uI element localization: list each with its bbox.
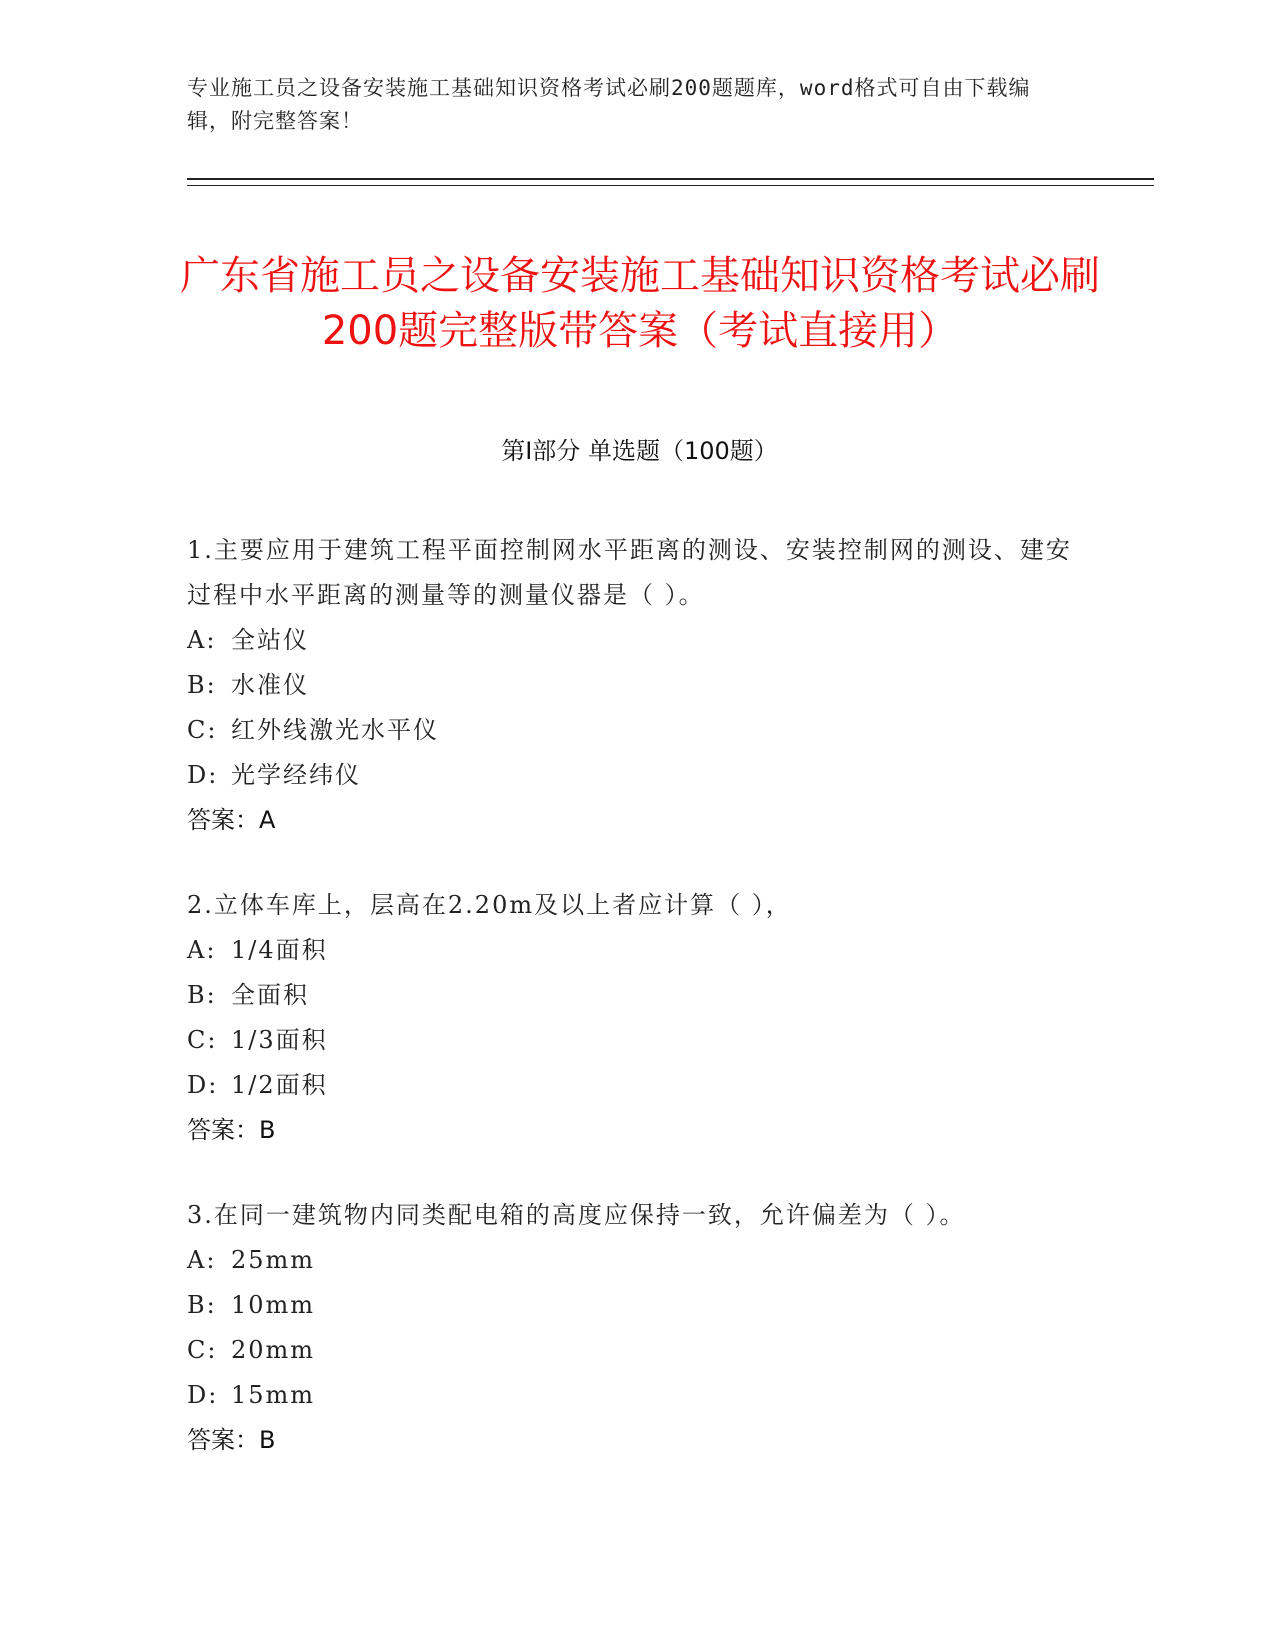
section-title: 第Ⅰ部分 单选题（100题） <box>501 437 778 465</box>
option-label: C: <box>187 716 218 744</box>
option-text: 1/4面积 <box>231 936 328 964</box>
option-label: B: <box>187 981 217 1009</box>
option-label: C: <box>187 1026 218 1054</box>
option-label: A: <box>187 936 217 964</box>
option-label: D: <box>187 1071 219 1099</box>
option-c <box>187 708 1077 753</box>
option-text: 全面积 <box>231 981 309 1009</box>
header-rule-thin <box>187 185 1154 186</box>
question-2 <box>187 883 1077 1153</box>
option-b <box>187 1283 1077 1328</box>
answer-line: 答案：B <box>187 1116 276 1144</box>
option-label: C: <box>187 1336 218 1364</box>
option-a <box>187 928 1077 973</box>
option-label: D: <box>187 1381 219 1409</box>
option-label: A: <box>187 1246 217 1274</box>
question-stem: 1.主要应用于建筑工程平面控制网水平距离的测设、安装控制网的测设、建安过程中水平距离的测量等的测量仪器是（ ）。 <box>187 536 1072 609</box>
option-label: B: <box>187 671 217 699</box>
option-label: D: <box>187 761 219 789</box>
option-text: 水准仪 <box>231 671 309 699</box>
option-d <box>187 1373 1077 1418</box>
option-b <box>187 663 1077 708</box>
header-note: 专业施工员之设备安装施工基础知识资格考试必刷200题题库，word格式可自由下载编辑，附完整答案！ <box>187 76 1031 133</box>
option-d <box>187 1063 1077 1108</box>
option-text: 全站仪 <box>231 626 309 654</box>
option-text: 25mm <box>231 1246 316 1274</box>
option-text: 1/2面积 <box>231 1071 328 1099</box>
question-3 <box>187 1193 1077 1463</box>
question-1 <box>187 528 1077 843</box>
option-a <box>187 618 1077 663</box>
answer-line: 答案：A <box>187 806 276 834</box>
option-label: B: <box>187 1291 217 1319</box>
option-text: 20mm <box>231 1336 316 1364</box>
document-title: 广东省施工员之设备安装施工基础知识资格考试必刷200题完整版带答案（考试直接用） <box>180 252 1100 354</box>
header-rule-thick <box>187 178 1154 180</box>
question-stem: 3.在同一建筑物内同类配电箱的高度应保持一致，允许偏差为（ ）。 <box>187 1201 966 1229</box>
option-text: 10mm <box>231 1291 316 1319</box>
option-c <box>187 1328 1077 1373</box>
option-text: 1/3面积 <box>231 1026 328 1054</box>
option-text: 红外线激光水平仪 <box>231 716 439 744</box>
option-a <box>187 1238 1077 1283</box>
option-d <box>187 753 1077 798</box>
option-label: A: <box>187 626 217 654</box>
option-b <box>187 973 1077 1018</box>
answer-line: 答案：B <box>187 1426 276 1454</box>
question-list <box>187 528 1077 1503</box>
option-text: 15mm <box>231 1381 316 1409</box>
option-c <box>187 1018 1077 1063</box>
question-stem: 2.立体车库上，层高在2.20m及以上者应计算（ ）， <box>187 891 792 919</box>
option-text: 光学经纬仪 <box>231 761 361 789</box>
